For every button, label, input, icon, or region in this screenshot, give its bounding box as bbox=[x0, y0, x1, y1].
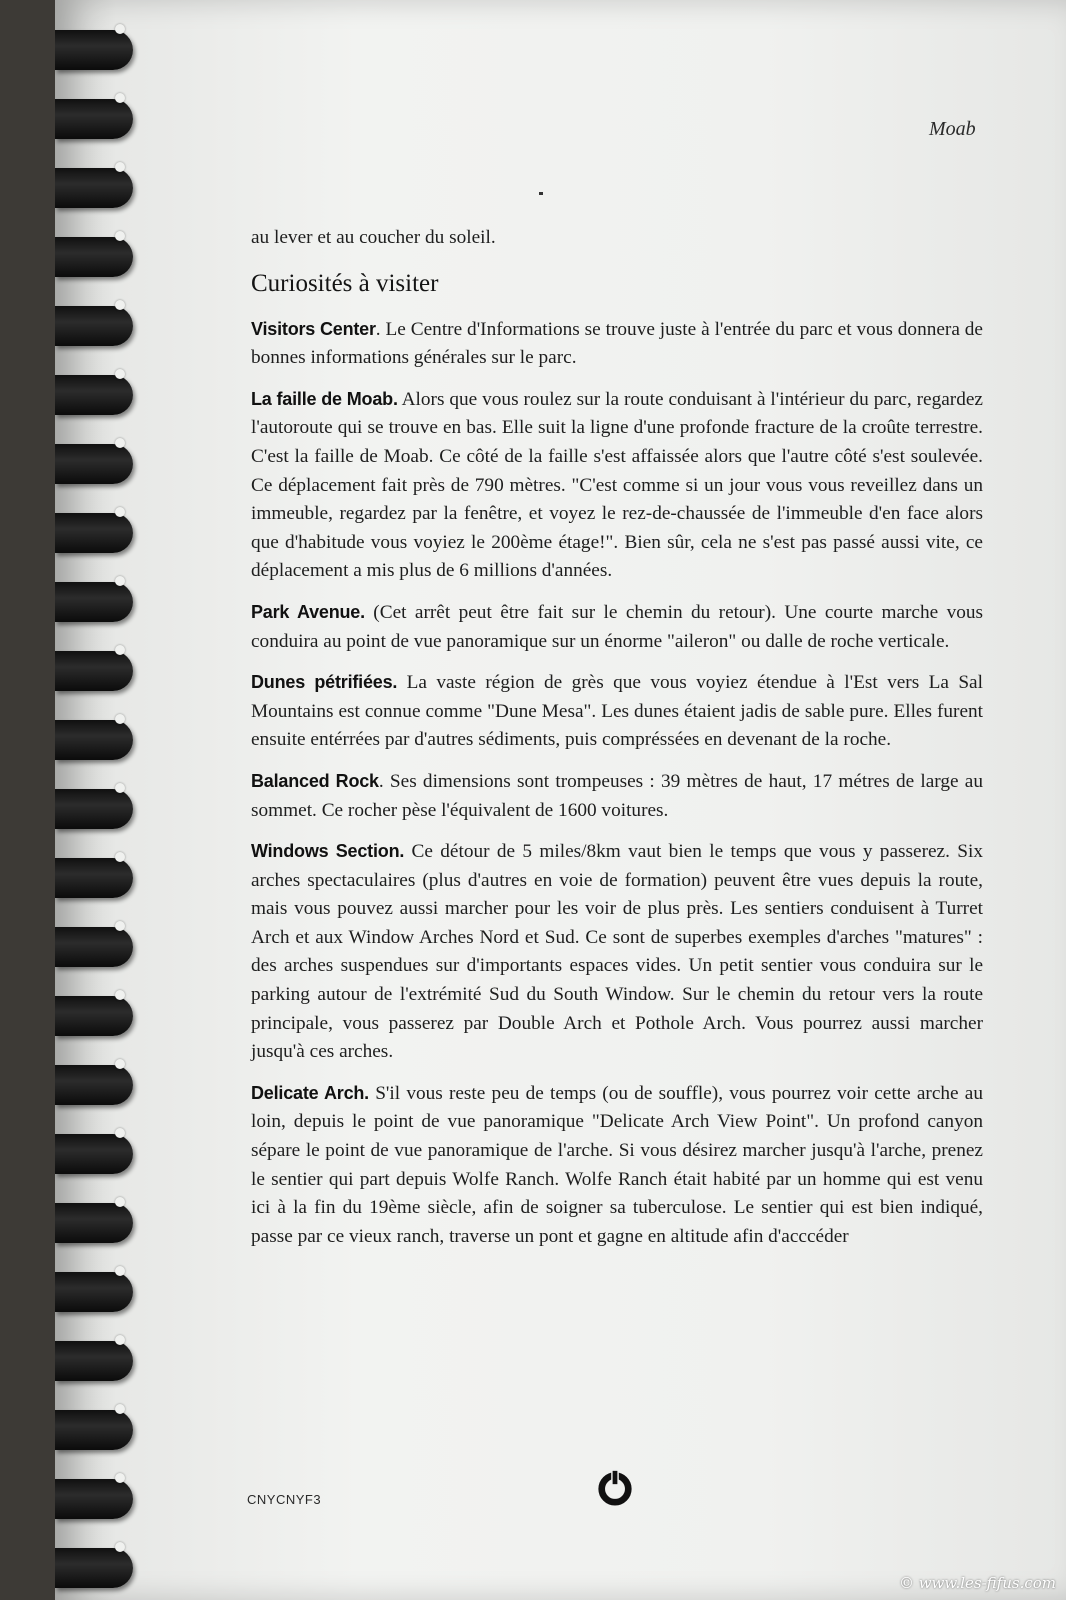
entry-text: Ce détour de 5 miles/8km vaut bien le temps que vous y passerez. Six arches spectaculaires (plus d'autres en voie de formation) peuvent être vues depuis la route, mais vous pouvez aussi marcher pour les voir de plus près. Les sentiers conduisent à Turret Arch et aux Window Arches Nord et Sud. Ce sont de superbes exemples d'arches "matures" : des arches suspendues sur d'importants espaces vides. Un petit sentier vous conduira sur le parking autour de l'extrémité Sud du South Window. Sur le chemin du retour vers la route principale, vous passerez par Double Arch et Pothole Arch. Vous pourrez aussi marcher jusqu'à ces arches. bbox=[251, 841, 983, 1063]
entry-text: S'il vous reste peu de temps (ou de souffle), vous pourrez voir cette arche au loin, depuis le point de vue panoramique "Delicate Arch View Point". Un profond canyon sépare le point de vue panoramique de l'arche. Si vous désirez marcher jusqu'à l'arche, prenez le sentier qui part depuis Wolfe Ranch. Wolfe Ranch était habité par un homme qui est venu ici à la fin du 19ème siècle, afin de soigner sa tuberculose. Le sentier qui est bien indiqué, passe par ce vieux ranch, traverse un pont et gagne en altitude afin d'acccéder bbox=[251, 1082, 983, 1247]
binding-coil bbox=[55, 1272, 133, 1312]
binding-coil bbox=[55, 306, 133, 346]
power-icon bbox=[596, 1468, 634, 1506]
binding-coil bbox=[55, 168, 133, 208]
binding-coil bbox=[55, 1479, 133, 1519]
binding-coil bbox=[55, 1410, 133, 1450]
binding-coil bbox=[55, 789, 133, 829]
entry-text: (Cet arrêt peut être fait sur le chemin du retour). Une courte marche vous conduira au point de vue panoramique sur un énorme "aileron" ou dalle de roche verticale. bbox=[251, 601, 983, 652]
binding-coil bbox=[55, 444, 133, 484]
lead-text: au lever et au coucher du soleil. bbox=[251, 227, 496, 248]
section-heading: Curiosités à visiter bbox=[251, 269, 439, 297]
ink-speck bbox=[539, 192, 543, 195]
entry-term: Dunes pétrifiées. bbox=[251, 672, 398, 693]
running-head: Moab bbox=[929, 118, 976, 140]
binding-coil bbox=[55, 996, 133, 1036]
binding-coil bbox=[55, 375, 133, 415]
entry-text: Alors que vous roulez sur la route conduisant à l'intérieur du parc, regardez l'autoroute qui se trouve en bas. Elle suit la ligne d'une profonde fracture de la croûte terrestre. C'est la faille de Moab. Ce côté de la faille s'est affaissée alors que l'autre côté s'est soulevée. Ce déplacement fait près de 790 mètres. "C'est comme si un jour vous vous reveillez dans un immeuble, regardez par la fenêtre, et voyez le rez-de-chaussée de l'immeuble d'en face alors que d'habitude vous voyiez le 200ème étage!". Bien sûr, cela ne s'est pas passé aussi vite, ce déplacement a mis plus de 6 millions d'années. bbox=[251, 388, 983, 582]
entry-term: Visitors Center bbox=[251, 318, 376, 339]
binding-coil bbox=[55, 1203, 133, 1243]
book-page bbox=[55, 0, 1066, 1600]
binding-coil bbox=[55, 1341, 133, 1381]
binding-coil bbox=[55, 99, 133, 139]
entry-balanced-rock bbox=[251, 767, 983, 825]
entry-term: Delicate Arch. bbox=[251, 1082, 369, 1103]
watermark: © www.les-fifus.com bbox=[898, 1574, 1056, 1592]
entry-dunes-petrifiees bbox=[251, 668, 983, 755]
binding-coil bbox=[55, 582, 133, 622]
footer-code: CNYCNYF3 bbox=[247, 1492, 322, 1507]
entry-visitors-center bbox=[251, 315, 983, 373]
entry-faille-de-moab bbox=[251, 385, 983, 586]
entry-windows-section bbox=[251, 837, 983, 1067]
binding-coil bbox=[55, 513, 133, 553]
binding-coil bbox=[55, 720, 133, 760]
entry-delicate-arch bbox=[251, 1079, 983, 1252]
binding-coil bbox=[55, 858, 133, 898]
binding-coil bbox=[55, 651, 133, 691]
page-content bbox=[251, 224, 983, 1263]
binding-coil bbox=[55, 237, 133, 277]
entry-term: Park Avenue. bbox=[251, 601, 365, 622]
binding-coil bbox=[55, 1548, 133, 1588]
entry-text: . Le Centre d'Informations se trouve juste à l'entrée du parc et vous donnera de bonnes informations générales sur le parc. bbox=[251, 318, 983, 369]
binding-coil bbox=[55, 1134, 133, 1174]
binding-coil bbox=[55, 30, 133, 70]
entry-text: . Ses dimensions sont trompeuses : 39 mètres de haut, 17 métres de large au sommet. Ce rocher pèse l'équivalent de 1600 voitures. bbox=[251, 770, 983, 821]
entry-park-avenue bbox=[251, 598, 983, 656]
spiral-binding bbox=[55, 0, 145, 1600]
entry-term: Windows Section. bbox=[251, 841, 405, 862]
entry-term: La faille de Moab. bbox=[251, 388, 398, 409]
binding-coil bbox=[55, 927, 133, 967]
entry-term: Balanced Rock bbox=[251, 770, 379, 791]
entry-text: La vaste région de grès que vous voyiez étendue à l'Est vers La Sal Mountains est connue comme "Dune Mesa". Les dunes étaient jadis de sable pure. Elles furent ensuite entérrées par d'autres sédiments, puis compréssées en devenant de la roche. bbox=[251, 672, 983, 751]
binding-coil bbox=[55, 1065, 133, 1105]
